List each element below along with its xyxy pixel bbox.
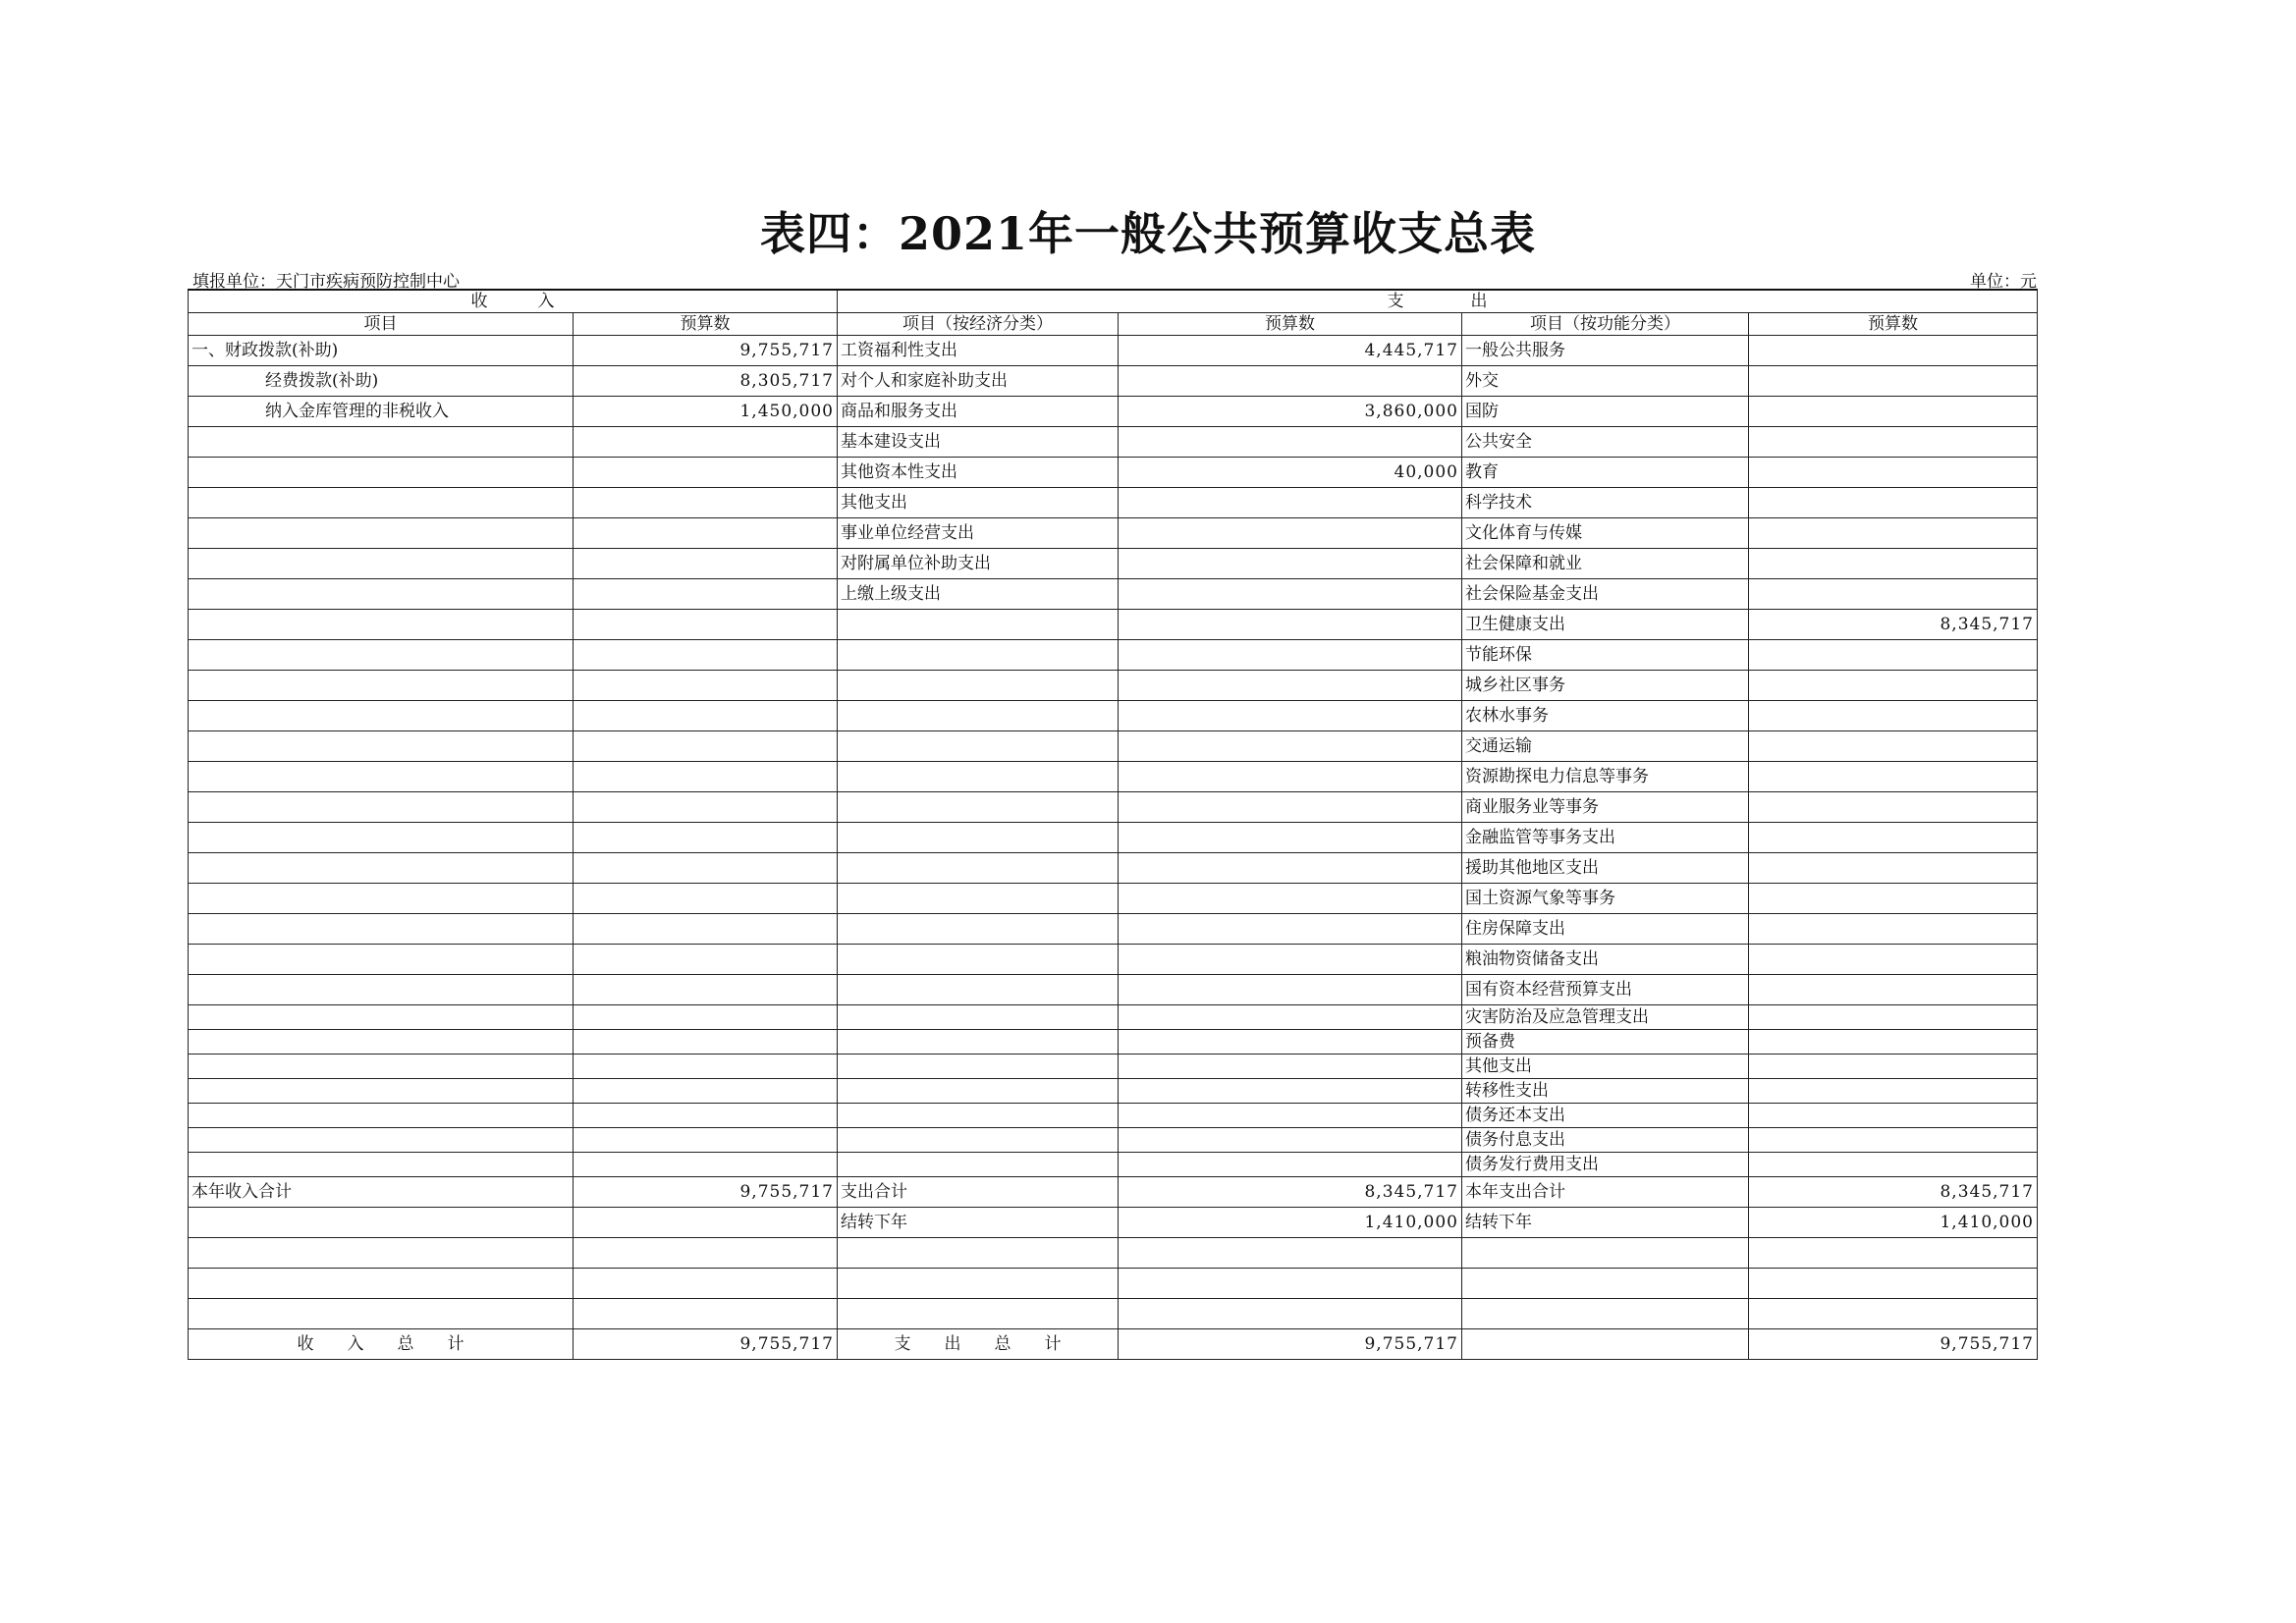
table-row: [189, 1208, 2038, 1238]
cell-econ-item: 其他支出: [838, 488, 1119, 518]
cell-econ-amount: [1119, 518, 1462, 549]
cell-func-item: [1462, 1238, 1749, 1269]
cell-econ-amount: 40,000: [1119, 458, 1462, 488]
cell-func-amount: [1749, 731, 2038, 762]
table-row: [189, 427, 2038, 458]
cell-income-item: 收 入 总 计: [189, 1329, 574, 1360]
cell-income-item: [189, 701, 574, 731]
cell-econ-item: 商品和服务支出: [838, 397, 1119, 427]
cell-econ-amount: [1119, 1030, 1462, 1055]
cell-econ-amount: [1119, 488, 1462, 518]
income-section-header: 收 入: [189, 290, 838, 313]
table-row: [189, 488, 2038, 518]
cell-econ-item: 事业单位经营支出: [838, 518, 1119, 549]
cell-func-item: 债务付息支出: [1462, 1128, 1749, 1153]
cell-func-item: 外交: [1462, 366, 1749, 397]
cell-econ-amount: [1119, 1128, 1462, 1153]
cell-econ-amount: 8,345,717: [1119, 1177, 1462, 1208]
cell-econ-amount: [1119, 1005, 1462, 1030]
cell-func-item: 国土资源气象等事务: [1462, 884, 1749, 914]
cell-func-amount: [1749, 336, 2038, 366]
cell-func-amount: 1,410,000: [1749, 1208, 2038, 1238]
table-row: [189, 914, 2038, 945]
cell-func-amount: [1749, 366, 2038, 397]
cell-func-amount: [1749, 1153, 2038, 1177]
cell-income-amount: [574, 823, 838, 853]
cell-income-amount: [574, 640, 838, 671]
cell-income-item: [189, 518, 574, 549]
cell-income-amount: [574, 518, 838, 549]
cell-econ-amount: [1119, 671, 1462, 701]
cell-econ-item: [838, 1128, 1119, 1153]
table-row: [189, 884, 2038, 914]
cell-func-amount: [1749, 1104, 2038, 1128]
cell-func-item: 国有资本经营预算支出: [1462, 975, 1749, 1005]
cell-func-item: 国防: [1462, 397, 1749, 427]
table-row: [189, 1055, 2038, 1079]
page-title: 表四：2021年一般公共预算收支总表: [759, 207, 1537, 260]
cell-econ-item: [838, 823, 1119, 853]
cell-income-amount: [574, 1208, 838, 1238]
cell-income-item: [189, 792, 574, 823]
cell-econ-amount: [1119, 731, 1462, 762]
table-row: [189, 610, 2038, 640]
cell-func-item: 灾害防治及应急管理支出: [1462, 1005, 1749, 1030]
cell-econ-item: 其他资本性支出: [838, 458, 1119, 488]
cell-income-amount: [574, 945, 838, 975]
cell-income-item: [189, 731, 574, 762]
cell-func-item: 科学技术: [1462, 488, 1749, 518]
cell-func-amount: [1749, 914, 2038, 945]
cell-econ-amount: [1119, 1104, 1462, 1128]
cell-func-amount: [1749, 884, 2038, 914]
cell-income-amount: 9,755,717: [574, 336, 838, 366]
col-header-income-item: 项目: [189, 313, 574, 336]
cell-func-amount: [1749, 671, 2038, 701]
cell-income-item: 一、财政拨款(补助): [189, 336, 574, 366]
cell-func-amount: [1749, 762, 2038, 792]
cell-func-item: [1462, 1329, 1749, 1360]
cell-func-item: 援助其他地区支出: [1462, 853, 1749, 884]
cell-econ-item: [838, 762, 1119, 792]
cell-econ-item: [838, 640, 1119, 671]
col-header-func-amount: 预算数: [1749, 313, 2038, 336]
cell-income-amount: [574, 1299, 838, 1329]
table-row: [189, 1104, 2038, 1128]
cell-income-item: [189, 427, 574, 458]
cell-econ-amount: [1119, 1269, 1462, 1299]
cell-income-item: [189, 975, 574, 1005]
cell-econ-amount: [1119, 914, 1462, 945]
cell-income-item: [189, 945, 574, 975]
cell-income-amount: [574, 1238, 838, 1269]
cell-func-amount: [1749, 549, 2038, 579]
cell-func-item: 社会保险基金支出: [1462, 579, 1749, 610]
table-row: [189, 1005, 2038, 1030]
cell-func-amount: [1749, 1055, 2038, 1079]
cell-income-item: [189, 1055, 574, 1079]
cell-econ-item: [838, 884, 1119, 914]
cell-econ-amount: [1119, 762, 1462, 792]
cell-func-item: 粮油物资储备支出: [1462, 945, 1749, 975]
cell-func-item: 农林水事务: [1462, 701, 1749, 731]
table-row: [189, 640, 2038, 671]
cell-econ-amount: [1119, 701, 1462, 731]
cell-econ-amount: 9,755,717: [1119, 1329, 1462, 1360]
cell-func-item: 其他支出: [1462, 1055, 1749, 1079]
cell-func-item: 资源勘探电力信息等事务: [1462, 762, 1749, 792]
cell-income-item: 经费拨款(补助): [189, 366, 574, 397]
cell-econ-item: [838, 731, 1119, 762]
cell-income-amount: [574, 731, 838, 762]
table-row: [189, 579, 2038, 610]
cell-econ-amount: [1119, 1079, 1462, 1104]
cell-income-item: 本年收入合计: [189, 1177, 574, 1208]
cell-func-amount: [1749, 853, 2038, 884]
cell-econ-item: [838, 1079, 1119, 1104]
cell-func-item: 交通运输: [1462, 731, 1749, 762]
column-header-row: [189, 313, 2038, 336]
col-header-func-item: 项目（按功能分类）: [1462, 313, 1749, 336]
cell-income-amount: [574, 1269, 838, 1299]
cell-econ-item: [838, 671, 1119, 701]
cell-income-amount: [574, 488, 838, 518]
table-row: [189, 975, 2038, 1005]
cell-income-amount: [574, 914, 838, 945]
cell-income-item: [189, 1030, 574, 1055]
cell-econ-item: 对个人和家庭补助支出: [838, 366, 1119, 397]
cell-econ-amount: 4,445,717: [1119, 336, 1462, 366]
cell-econ-item: [838, 1299, 1119, 1329]
cell-income-item: [189, 1128, 574, 1153]
cell-income-item: [189, 458, 574, 488]
cell-econ-item: 支出合计: [838, 1177, 1119, 1208]
cell-econ-amount: [1119, 1299, 1462, 1329]
cell-econ-amount: [1119, 792, 1462, 823]
table-row: [189, 945, 2038, 975]
cell-econ-item: [838, 853, 1119, 884]
cell-econ-item: 支 出 总 计: [838, 1329, 1119, 1360]
budget-summary-table: [188, 289, 2038, 1360]
cell-income-amount: [574, 549, 838, 579]
cell-econ-amount: 1,410,000: [1119, 1208, 1462, 1238]
table-row: [189, 549, 2038, 579]
cell-func-item: [1462, 1299, 1749, 1329]
cell-econ-item: 结转下年: [838, 1208, 1119, 1238]
cell-func-amount: [1749, 1238, 2038, 1269]
cell-econ-amount: [1119, 579, 1462, 610]
table-row: [189, 366, 2038, 397]
table-row: [189, 518, 2038, 549]
cell-income-amount: [574, 1079, 838, 1104]
cell-income-amount: [574, 884, 838, 914]
cell-income-amount: [574, 853, 838, 884]
cell-econ-amount: [1119, 1055, 1462, 1079]
cell-func-item: 文化体育与传媒: [1462, 518, 1749, 549]
cell-income-item: [189, 579, 574, 610]
table-row: [189, 397, 2038, 427]
cell-func-amount: [1749, 701, 2038, 731]
table-row: [189, 1238, 2038, 1269]
table-row: [189, 1269, 2038, 1299]
cell-econ-item: 工资福利性支出: [838, 336, 1119, 366]
cell-func-amount: [1749, 1030, 2038, 1055]
cell-income-amount: [574, 671, 838, 701]
cell-func-amount: [1749, 427, 2038, 458]
table-row: [189, 731, 2038, 762]
cell-func-amount: [1749, 458, 2038, 488]
cell-econ-amount: [1119, 853, 1462, 884]
cell-income-amount: 8,305,717: [574, 366, 838, 397]
cell-func-item: 一般公共服务: [1462, 336, 1749, 366]
cell-income-amount: [574, 610, 838, 640]
cell-income-item: [189, 1269, 574, 1299]
cell-econ-item: [838, 914, 1119, 945]
cell-econ-item: [838, 975, 1119, 1005]
cell-income-item: 纳入金库管理的非税收入: [189, 397, 574, 427]
cell-func-amount: [1749, 579, 2038, 610]
cell-econ-amount: [1119, 975, 1462, 1005]
cell-income-amount: [574, 701, 838, 731]
cell-func-item: 债务还本支出: [1462, 1104, 1749, 1128]
cell-func-amount: [1749, 945, 2038, 975]
cell-func-item: 结转下年: [1462, 1208, 1749, 1238]
table-row: [189, 792, 2038, 823]
currency-unit: 单位：元: [1970, 272, 2037, 292]
cell-income-amount: [574, 1128, 838, 1153]
cell-econ-amount: [1119, 366, 1462, 397]
cell-income-item: [189, 1104, 574, 1128]
cell-econ-amount: [1119, 610, 1462, 640]
cell-econ-amount: [1119, 823, 1462, 853]
cell-func-amount: 8,345,717: [1749, 1177, 2038, 1208]
table-row: [189, 458, 2038, 488]
cell-econ-item: [838, 1153, 1119, 1177]
cell-income-item: [189, 823, 574, 853]
cell-econ-item: [838, 945, 1119, 975]
cell-econ-amount: [1119, 1153, 1462, 1177]
cell-income-amount: [574, 1104, 838, 1128]
reporting-unit: 填报单位：天门市疾病预防控制中心: [192, 272, 460, 292]
table-row: [189, 762, 2038, 792]
cell-func-item: 城乡社区事务: [1462, 671, 1749, 701]
cell-func-item: 节能环保: [1462, 640, 1749, 671]
cell-income-amount: [574, 1005, 838, 1030]
cell-econ-item: [838, 610, 1119, 640]
table-row: [189, 823, 2038, 853]
cell-func-amount: [1749, 792, 2038, 823]
cell-income-item: [189, 762, 574, 792]
cell-func-amount: 9,755,717: [1749, 1329, 2038, 1360]
cell-func-item: 金融监管等事务支出: [1462, 823, 1749, 853]
col-header-econ-amount: 预算数: [1119, 313, 1462, 336]
cell-func-amount: [1749, 1128, 2038, 1153]
cell-econ-item: [838, 701, 1119, 731]
cell-func-amount: 8,345,717: [1749, 610, 2038, 640]
cell-income-amount: [574, 792, 838, 823]
table-row: [189, 1329, 2038, 1360]
cell-econ-item: 基本建设支出: [838, 427, 1119, 458]
cell-income-item: [189, 549, 574, 579]
cell-income-amount: [574, 1153, 838, 1177]
table-row: [189, 336, 2038, 366]
cell-econ-amount: [1119, 549, 1462, 579]
cell-econ-amount: [1119, 884, 1462, 914]
cell-func-amount: [1749, 397, 2038, 427]
cell-econ-item: [838, 1055, 1119, 1079]
cell-income-item: [189, 1238, 574, 1269]
cell-income-item: [189, 853, 574, 884]
cell-econ-item: [838, 1005, 1119, 1030]
cell-econ-item: [838, 1030, 1119, 1055]
cell-econ-item: [838, 1269, 1119, 1299]
cell-income-amount: [574, 762, 838, 792]
cell-income-amount: 9,755,717: [574, 1177, 838, 1208]
cell-func-amount: [1749, 1079, 2038, 1104]
table-row: [189, 1030, 2038, 1055]
cell-econ-amount: 3,860,000: [1119, 397, 1462, 427]
cell-econ-item: [838, 792, 1119, 823]
cell-income-amount: [574, 579, 838, 610]
cell-income-amount: [574, 1030, 838, 1055]
cell-econ-item: [838, 1238, 1119, 1269]
cell-income-amount: 9,755,717: [574, 1329, 838, 1360]
cell-econ-item: 上缴上级支出: [838, 579, 1119, 610]
cell-econ-amount: [1119, 945, 1462, 975]
cell-income-amount: [574, 458, 838, 488]
table-row: [189, 1128, 2038, 1153]
cell-func-amount: [1749, 1299, 2038, 1329]
cell-func-item: 本年支出合计: [1462, 1177, 1749, 1208]
cell-func-item: 债务发行费用支出: [1462, 1153, 1749, 1177]
table-row: [189, 701, 2038, 731]
cell-func-amount: [1749, 975, 2038, 1005]
cell-income-item: [189, 1079, 574, 1104]
expense-section-header: 支 出: [838, 290, 2038, 313]
cell-econ-amount: [1119, 1238, 1462, 1269]
cell-income-item: [189, 884, 574, 914]
table-row: [189, 1299, 2038, 1329]
table-row: [189, 1153, 2038, 1177]
cell-func-item: 教育: [1462, 458, 1749, 488]
cell-func-item: 社会保障和就业: [1462, 549, 1749, 579]
table-row: [189, 853, 2038, 884]
cell-income-amount: [574, 1055, 838, 1079]
cell-income-amount: [574, 427, 838, 458]
cell-func-amount: [1749, 823, 2038, 853]
cell-income-item: [189, 1153, 574, 1177]
cell-func-item: 卫生健康支出: [1462, 610, 1749, 640]
cell-econ-item: 对附属单位补助支出: [838, 549, 1119, 579]
col-header-econ-item: 项目（按经济分类）: [838, 313, 1119, 336]
cell-income-item: [189, 671, 574, 701]
cell-income-item: [189, 1208, 574, 1238]
cell-econ-amount: [1119, 640, 1462, 671]
cell-func-amount: [1749, 1269, 2038, 1299]
table-row: [189, 1079, 2038, 1104]
cell-income-amount: 1,450,000: [574, 397, 838, 427]
cell-func-item: 预备费: [1462, 1030, 1749, 1055]
cell-econ-item: [838, 1104, 1119, 1128]
cell-income-item: [189, 914, 574, 945]
table-row: [189, 671, 2038, 701]
cell-func-item: 转移性支出: [1462, 1079, 1749, 1104]
table-row: [189, 1177, 2038, 1208]
cell-income-item: [189, 1299, 574, 1329]
cell-func-amount: [1749, 640, 2038, 671]
cell-income-amount: [574, 975, 838, 1005]
section-header-row: [189, 290, 2038, 313]
cell-func-amount: [1749, 1005, 2038, 1030]
cell-income-item: [189, 488, 574, 518]
cell-func-amount: [1749, 518, 2038, 549]
cell-func-item: 住房保障支出: [1462, 914, 1749, 945]
cell-func-item: 商业服务业等事务: [1462, 792, 1749, 823]
cell-econ-amount: [1119, 427, 1462, 458]
cell-income-item: [189, 610, 574, 640]
cell-income-item: [189, 1005, 574, 1030]
col-header-income-amount: 预算数: [574, 313, 838, 336]
cell-func-amount: [1749, 488, 2038, 518]
cell-func-item: 公共安全: [1462, 427, 1749, 458]
cell-func-item: [1462, 1269, 1749, 1299]
cell-income-item: [189, 640, 574, 671]
